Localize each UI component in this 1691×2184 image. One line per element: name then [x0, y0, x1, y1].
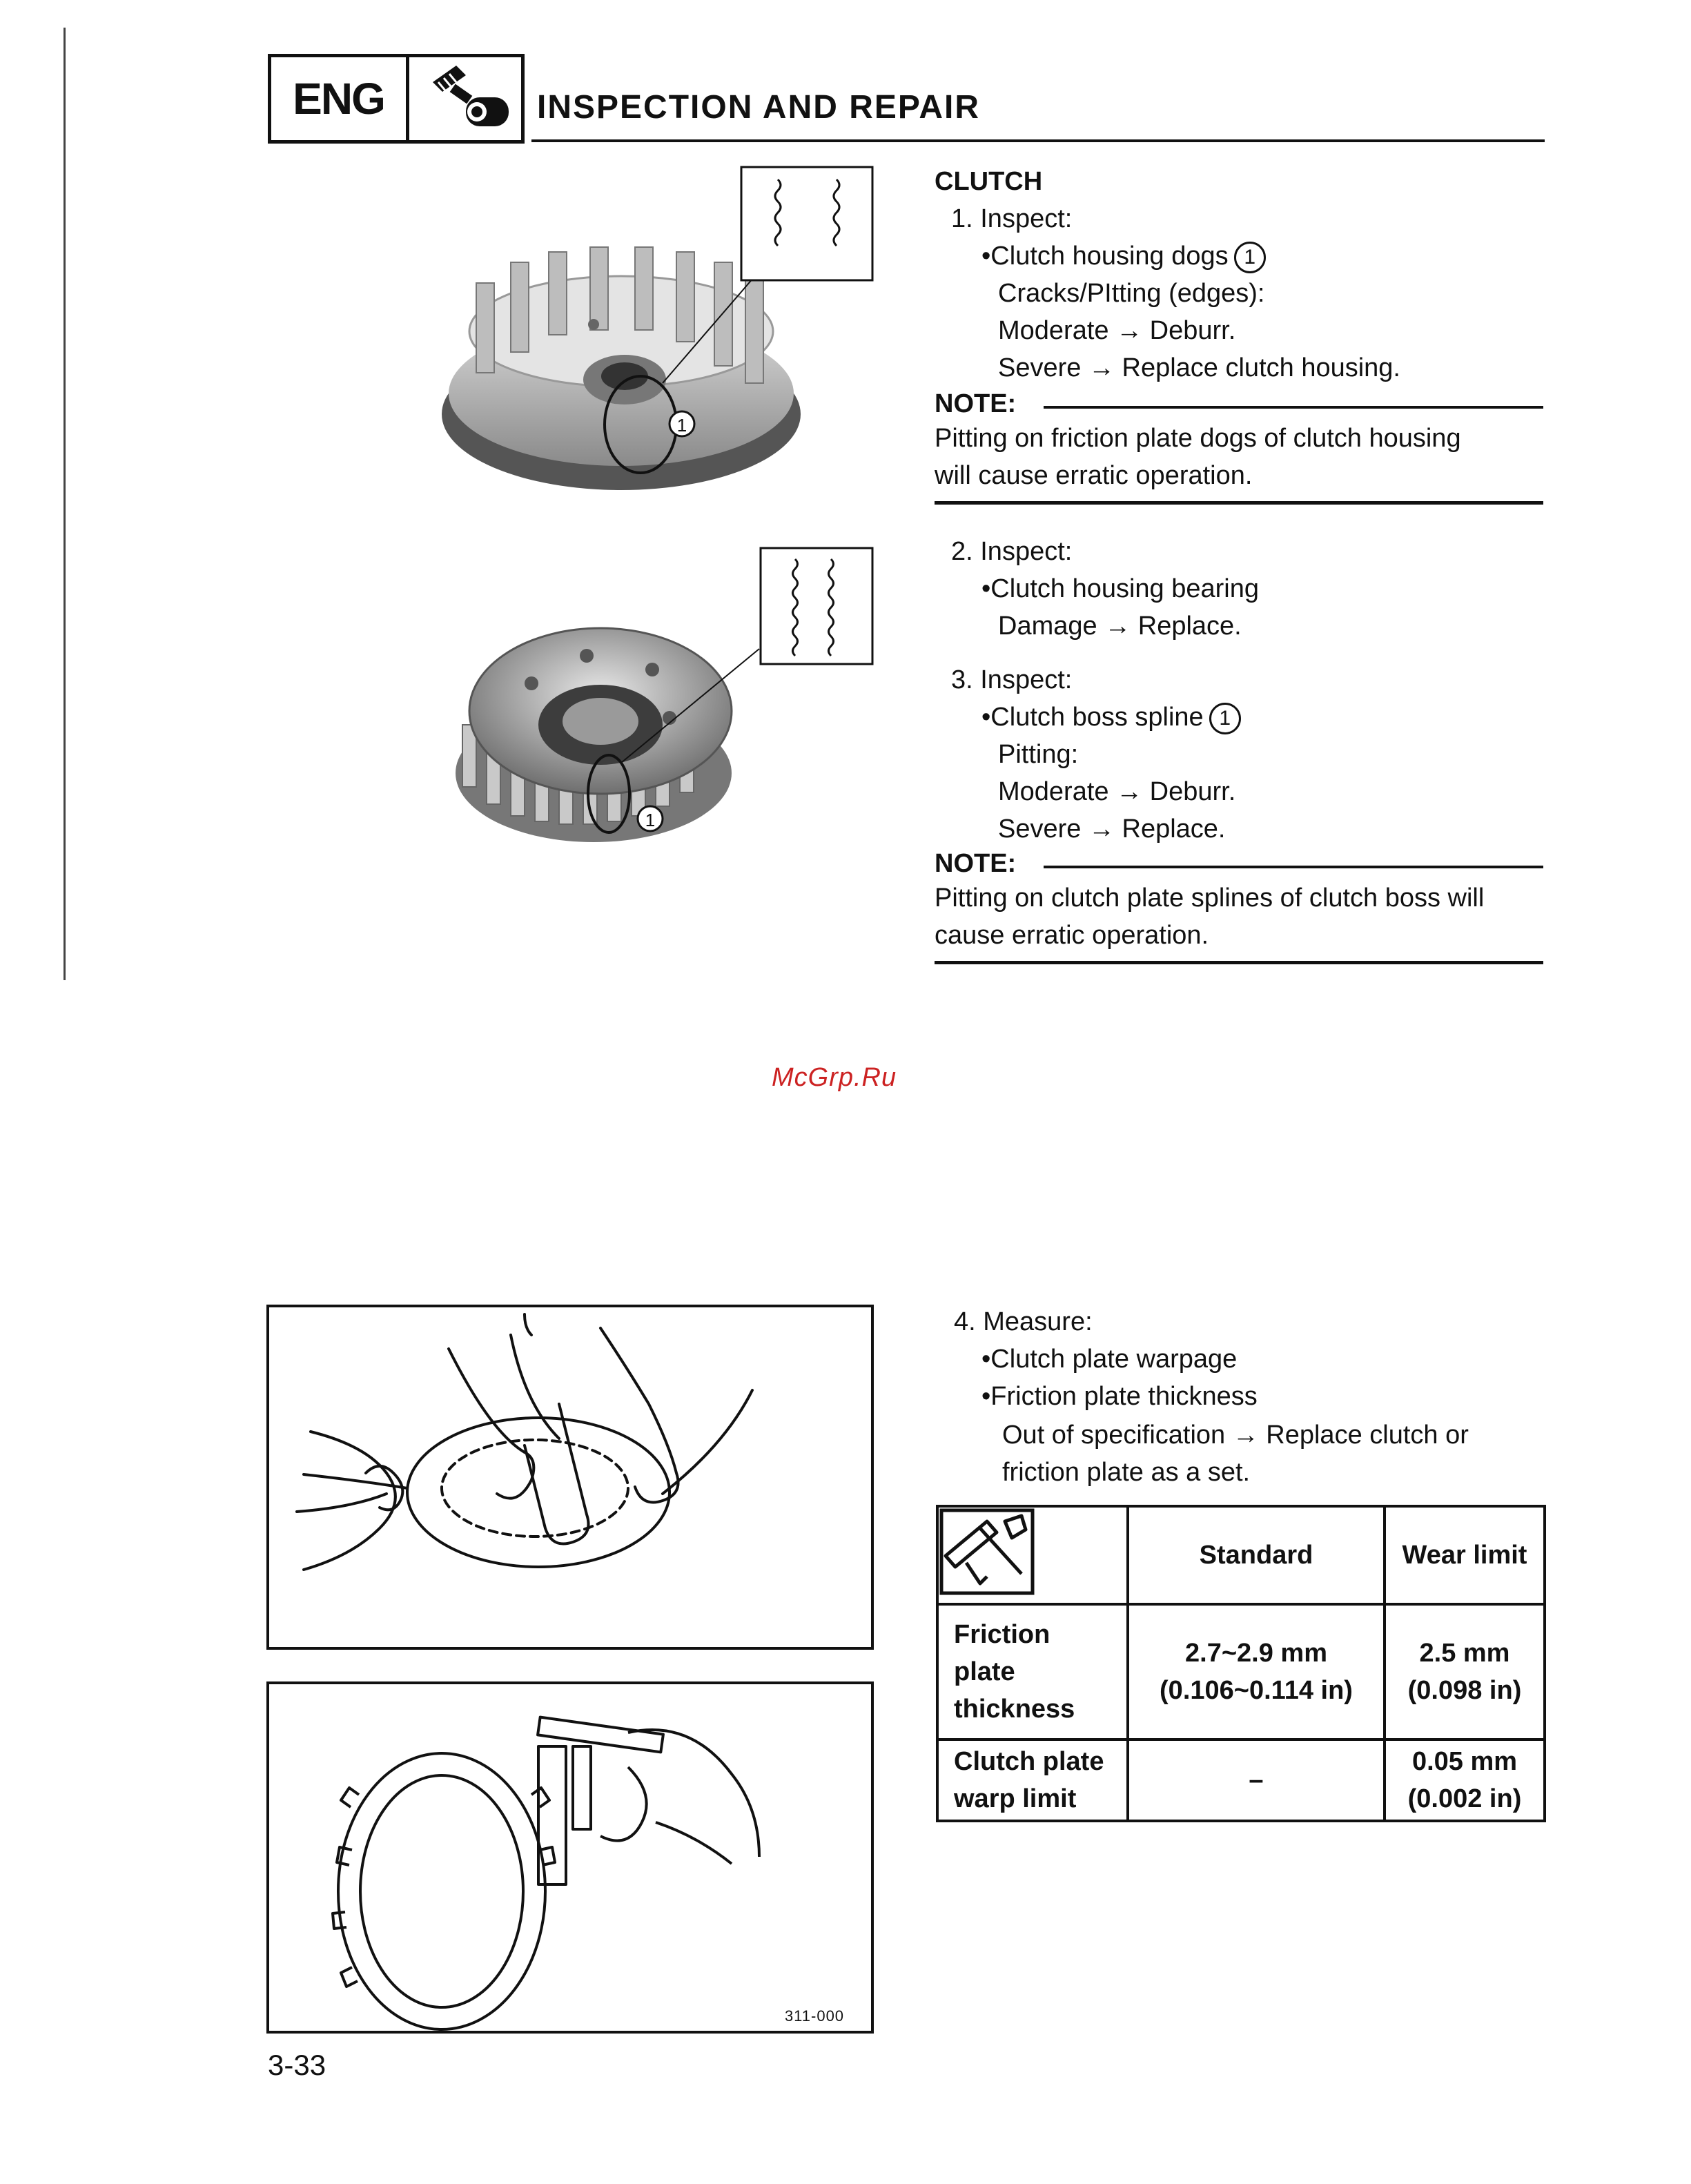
note2-end-rule: [935, 961, 1543, 964]
note2-line1: Pitting on clutch plate splines of clutch boss will: [935, 884, 1485, 913]
step1-line2: Moderate → Deburr.: [998, 316, 1236, 345]
warp-standard-value: –: [1128, 1739, 1385, 1821]
row-label-clutch-plate-warp-limit: Clutch plate warp limit: [937, 1739, 1128, 1821]
spec-table-icon-cell: [937, 1506, 1128, 1604]
step3-ref-marker: 1: [1209, 703, 1241, 734]
engine-tools-icon: [418, 61, 518, 137]
step1-line3: Severe → Replace clutch housing.: [998, 353, 1400, 382]
step3-label: 3. Inspect:: [951, 665, 1073, 694]
boss-detail-inset: [759, 547, 874, 665]
step4-item1: •Clutch plate warpage: [981, 1345, 1238, 1374]
step4-line2: friction plate as a set.: [1002, 1458, 1251, 1487]
step1-line1: Cracks/PItting (edges):: [998, 279, 1265, 308]
warp-wear-limit-value: 0.05 mm (0.002 in): [1385, 1739, 1545, 1821]
section-code: ENG: [271, 57, 409, 140]
page-title: INSPECTION AND REPAIR: [537, 89, 981, 126]
row-label-friction-plate-thickness: Friction plate thickness: [937, 1604, 1128, 1739]
note2-label: NOTE:: [935, 849, 1017, 878]
header-rule: [531, 139, 1545, 142]
section-badge: [268, 54, 525, 144]
warpage-illustration: [266, 1305, 874, 1650]
col-standard-header: Standard: [1128, 1506, 1385, 1604]
step2-label: 2. Inspect:: [951, 537, 1073, 566]
note1-line1: Pitting on friction plate dogs of clutch housing: [935, 424, 1461, 453]
step1-label: 1. Inspect:: [951, 204, 1073, 233]
table-row: [937, 1604, 1545, 1739]
step2-item: •Clutch housing bearing: [981, 574, 1260, 603]
caliper-icon: [939, 1508, 1035, 1596]
step4-item2: •Friction plate thickness: [981, 1382, 1258, 1411]
step2-line1: Damage → Replace.: [998, 612, 1242, 641]
caliper-illustration: [266, 1681, 874, 2034]
page-number: 3-33: [268, 2049, 326, 2081]
note1-rule: [1044, 406, 1543, 409]
step4-label: 4. Measure:: [954, 1307, 1093, 1336]
step1-item: •Clutch housing dogs 1: [981, 237, 1266, 275]
figure-code: 311-000: [784, 2007, 845, 2025]
note1-end-rule: [935, 501, 1543, 505]
friction-wear-limit-value: 2.5 mm (0.098 in): [1385, 1604, 1545, 1739]
step4-line1: Out of specification → Replace clutch or: [1002, 1421, 1469, 1450]
watermark: McGrp.Ru: [772, 1063, 897, 1092]
note2-rule: [1044, 866, 1543, 868]
step3-line1: Pitting:: [998, 740, 1079, 769]
caliper-drawing: [269, 1684, 871, 2031]
note2-line2: cause erratic operation.: [935, 921, 1209, 950]
step3-line3: Severe → Replace.: [998, 815, 1226, 844]
spec-table: [936, 1505, 1546, 1822]
warpage-drawing: [269, 1307, 871, 1647]
friction-standard-value: 2.7~2.9 mm (0.106~0.114 in): [1128, 1604, 1385, 1739]
scan-edge-line: [63, 28, 66, 980]
step1-ref-marker: 1: [1234, 242, 1266, 273]
section-heading: CLUTCH: [935, 167, 1043, 196]
note1-line2: will cause erratic operation.: [935, 461, 1253, 490]
step3-item: •Clutch boss spline 1: [981, 699, 1241, 736]
spec-table-header-row: [937, 1506, 1545, 1604]
step3-line2: Moderate → Deburr.: [998, 777, 1236, 806]
col-wear-header: Wear limit: [1385, 1506, 1545, 1604]
boss-callout-label: 1: [645, 810, 656, 830]
housing-detail-inset: [740, 166, 874, 282]
table-row: [937, 1739, 1545, 1821]
housing-callout-label: 1: [676, 415, 687, 436]
note1-label: NOTE:: [935, 389, 1017, 418]
